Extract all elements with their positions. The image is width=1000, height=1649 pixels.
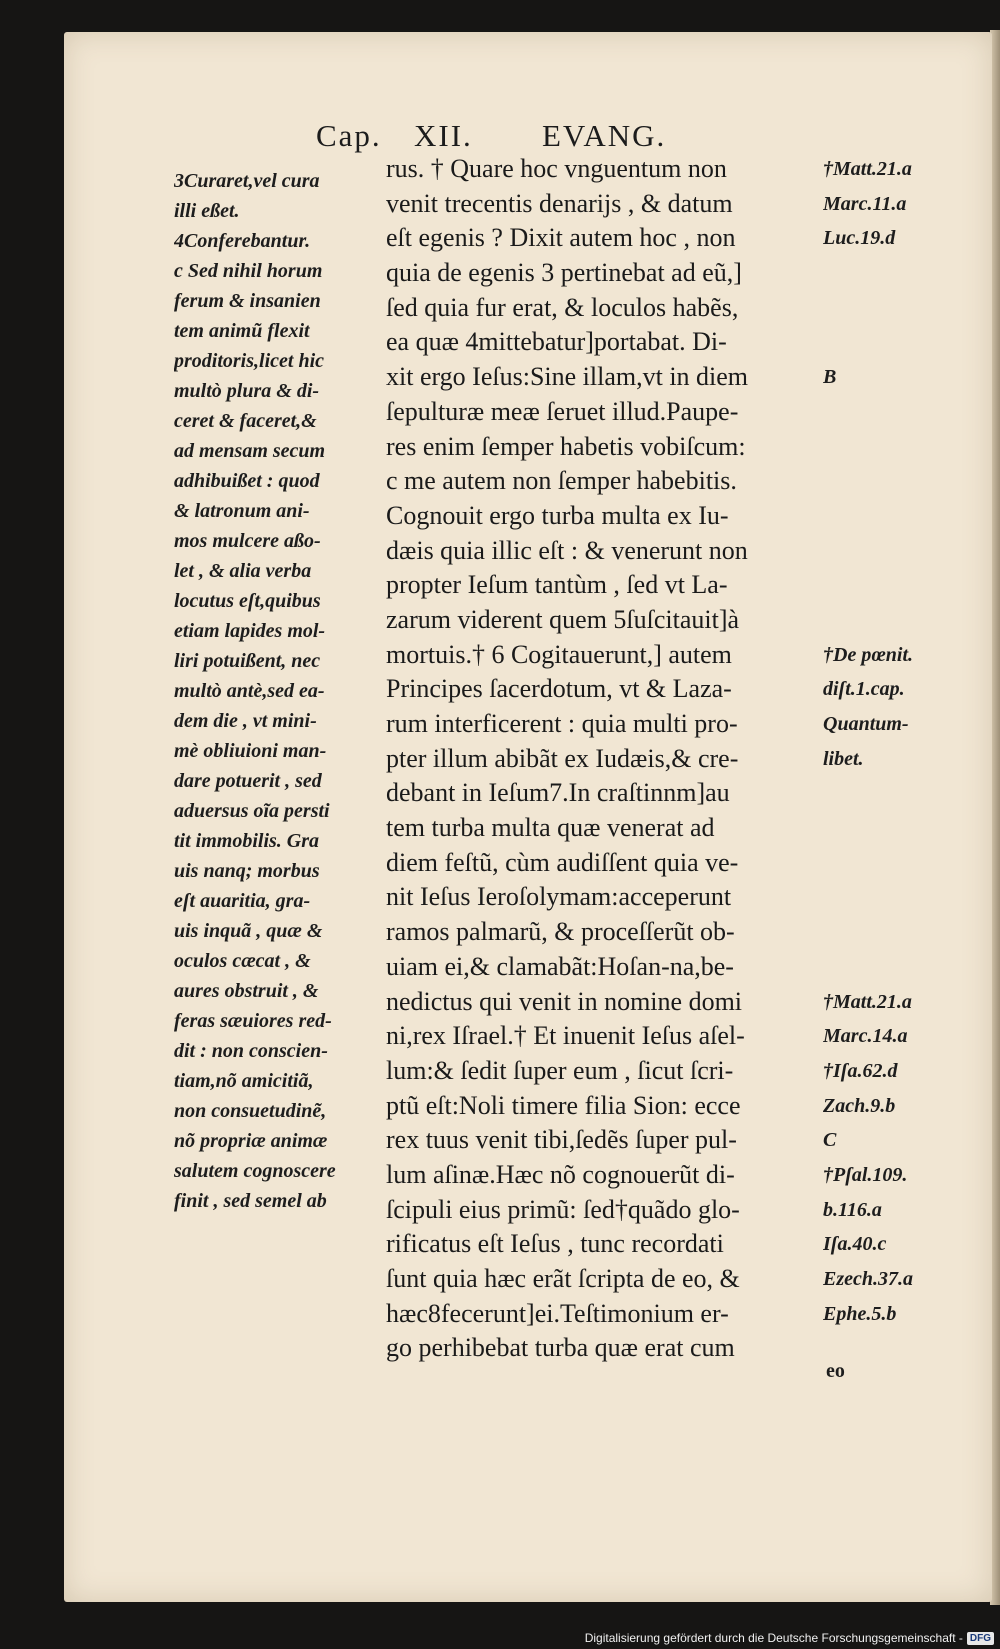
text-line: ſed quia fur erat, & loculos habẽs,: [386, 292, 739, 322]
margin-note: [823, 915, 973, 950]
margin-note: †Matt.21.a: [823, 990, 912, 1013]
gloss-line: ferum & insanien: [174, 290, 321, 312]
gloss-line: mos mulcere aßo-: [174, 530, 321, 552]
header-book: EVANG.: [542, 118, 667, 153]
text-line: mortuis.† 6 Cogitauerunt,] autem: [386, 639, 732, 669]
text-line: pter illum abibãt ex Iudæis,& cre-: [386, 743, 739, 773]
gloss-line: locutus eſt,quibus: [174, 590, 321, 612]
margin-note: [823, 603, 973, 638]
text-line: venit trecentis denarijs , & datum: [386, 188, 733, 218]
margin-note: [823, 325, 973, 360]
dfg-logo: DFG: [967, 1632, 994, 1645]
text-line: propter Ieſum tantùm , ſed vt La-: [386, 570, 728, 600]
text-line: diem feſtũ, cùm audiſſent quia ve-: [386, 847, 739, 877]
gloss-line: aduersus oĩa persti: [174, 800, 330, 822]
gloss-line: oculos cæcat , &: [174, 950, 311, 972]
text-line: go perhibebat turba quæ erat cum: [386, 1333, 735, 1363]
catchword: eo: [826, 1360, 845, 1382]
margin-note: Quantum-: [823, 713, 909, 735]
margin-note: [823, 499, 973, 534]
text-line: ni,rex Iſrael.† Et inuenit Ieſus aſel-: [386, 1021, 745, 1051]
gloss-line: aures obstruit , &: [174, 980, 319, 1002]
text-line: nit Ieſus Ieroſolymam:acceperunt: [386, 882, 732, 912]
gloss-line: nõ propriæ animæ: [174, 1130, 328, 1152]
margin-note: [823, 1331, 973, 1366]
gloss-line: dit : non conscien-: [174, 1040, 328, 1062]
margin-note: Iſa.40.c: [823, 1233, 887, 1256]
gloss-line: non consuetudinẽ,: [174, 1100, 327, 1122]
text-line: rex tuus venit tibi,ſedẽs ſuper pul-: [386, 1125, 737, 1155]
text-line: ſcipuli eius primũ: ſed†quãdo glo-: [386, 1194, 740, 1224]
gloss-line: 4Conferebantur.: [174, 230, 311, 252]
marginal-references: [823, 152, 973, 1366]
text-line: eſt egenis ? Dixit autem hoc , non: [386, 223, 736, 253]
margin-note: †Iſa.62.d: [823, 1059, 898, 1082]
margin-note: Marc.11.a: [823, 192, 907, 215]
text-line: c me autem non ſemper habebitis.: [386, 466, 737, 496]
text-line: debant in Ieſum7.In craſtinnm]au: [386, 778, 730, 808]
text-line: uiam ei,& clamabãt:Hoſan-na,be-: [386, 951, 734, 981]
margin-note: †Matt.21.a: [823, 158, 912, 180]
margin-note: [823, 256, 973, 291]
gloss-line: uis inquã , quæ &: [174, 920, 323, 942]
margin-note: Marc.14.a: [823, 1025, 908, 1048]
margin-note: †Pſal.109.: [823, 1163, 908, 1186]
margin-note: [823, 811, 973, 846]
gloss-line: feras sæuiores red-: [174, 1010, 332, 1032]
text-line: ramos palmarũ, & proceſſerũt ob-: [386, 917, 735, 947]
margin-note: [823, 395, 973, 430]
margin-note: [823, 291, 973, 326]
gloss-line: adhibuißet : quod: [174, 470, 320, 492]
margin-note: Ephe.5.b: [823, 1302, 897, 1325]
text-line: rum interficerent : quia multi pro-: [386, 709, 738, 738]
margin-note: B: [823, 366, 837, 389]
gloss-line: ceret & faceret,&: [174, 410, 317, 432]
gloss-line: etiam lapides mol-: [174, 620, 326, 642]
margin-note: [823, 464, 973, 499]
margin-note: [823, 880, 973, 915]
text-line: lum aſinæ.Hæc nõ cognouerũt di-: [386, 1159, 735, 1189]
gloss-line: ad mensam secum: [174, 440, 326, 462]
gloss-line: c Sed nihil horum: [174, 260, 323, 282]
text-line: lum:& ſedit ſuper eum , ſicut ſcri-: [386, 1055, 734, 1085]
gloss-line: dare potuerit , sed: [174, 770, 322, 792]
text-line: tem turba multa quæ venerat ad: [386, 813, 715, 843]
margin-note: [823, 568, 973, 603]
text-line: dæis quia illic eſt : & venerunt non: [386, 535, 748, 565]
text-line: ſunt quia hæc erãt ſcripta de eo, &: [386, 1264, 740, 1293]
gloss-line: tem animũ flexit: [174, 320, 310, 342]
digitization-footer: [585, 1631, 994, 1645]
text-line: ptũ eſt:Noli timere filia Sion: ecce: [386, 1090, 741, 1120]
text-line: Cognouit ergo turba multa ex Iu-: [386, 500, 729, 530]
text-line: res enim ſemper habetis vobiſcum:: [386, 431, 746, 461]
margin-note: [823, 950, 973, 985]
gloss-line: uis nanq; morbus: [174, 860, 320, 882]
gloss-line: let , & alia verba: [174, 560, 312, 582]
gloss-line: finit , sed semel ab: [174, 1190, 327, 1212]
margin-note: [823, 846, 973, 881]
gloss-line: dem die , vt mini-: [174, 710, 317, 732]
gloss-line: tiam,nõ amicitiã,: [174, 1070, 314, 1092]
text-line: hæc8fecerunt]ei.Teſtimonium er-: [386, 1298, 729, 1328]
gloss-line: salutem cognoscere: [174, 1160, 336, 1182]
text-line: Principes ſacerdotum, vt & Laza-: [386, 674, 732, 704]
margin-note: Zach.9.b: [823, 1094, 896, 1117]
text-line: ea quæ 4mittebatur]portabat. Di-: [386, 327, 727, 357]
gloss-line: mè obliuioni man-: [174, 740, 327, 762]
margin-note: †De pœnit.: [823, 643, 913, 666]
text-line: xit ergo Ieſus:Sine illam,vt in diem: [386, 362, 749, 392]
text-line: rus. † Quare hoc vnguentum non: [386, 154, 727, 183]
gloss-column: [174, 166, 394, 1216]
margin-note: libet.: [823, 747, 864, 770]
gloss-line: tit immobilis. Gra: [174, 830, 320, 852]
margin-note: diſt.1.cap.: [823, 678, 905, 701]
text-line: ſepulturæ meæ ſeruet illud.Paupe-: [386, 396, 739, 426]
header-chapter: XII.: [414, 118, 473, 153]
gloss-line: eſt auaritia, gra-: [174, 890, 311, 912]
main-text-column: [386, 152, 826, 1366]
gloss-line: 3Curaret,vel cura: [174, 170, 320, 192]
footer-credit: Digitalisierung gefördert durch die Deutsche Forschungsgemeinschaft -: [584, 1631, 963, 1645]
margin-note: C: [823, 1129, 837, 1152]
gloss-line: proditoris,licet hic: [174, 350, 324, 372]
gloss-line: multò antè,sed ea-: [174, 680, 325, 702]
margin-note: b.116.a: [823, 1198, 882, 1221]
gloss-line: illi eßet.: [174, 200, 240, 222]
gloss-line: multò plura & di-: [174, 380, 320, 402]
header-cap: Cap.: [316, 118, 382, 153]
margin-note: [823, 430, 973, 465]
margin-note: Ezech.37.a: [823, 1268, 913, 1290]
margin-note: [823, 776, 973, 811]
gloss-line: liri potuißent, nec: [174, 650, 321, 672]
text-line: rificatus eſt Ieſus , tunc recordati: [386, 1229, 724, 1259]
margin-note: [823, 534, 973, 569]
text-line: quia de egenis 3 pertinebat ad eũ,]: [386, 258, 742, 288]
margin-note: Luc.19.d: [823, 227, 896, 250]
text-line: nedictus qui venit in nomine domi: [386, 986, 743, 1016]
text-line: zarum viderent quem 5ſuſcitauit]à: [386, 604, 740, 634]
gloss-line: & latronum ani-: [174, 500, 310, 522]
